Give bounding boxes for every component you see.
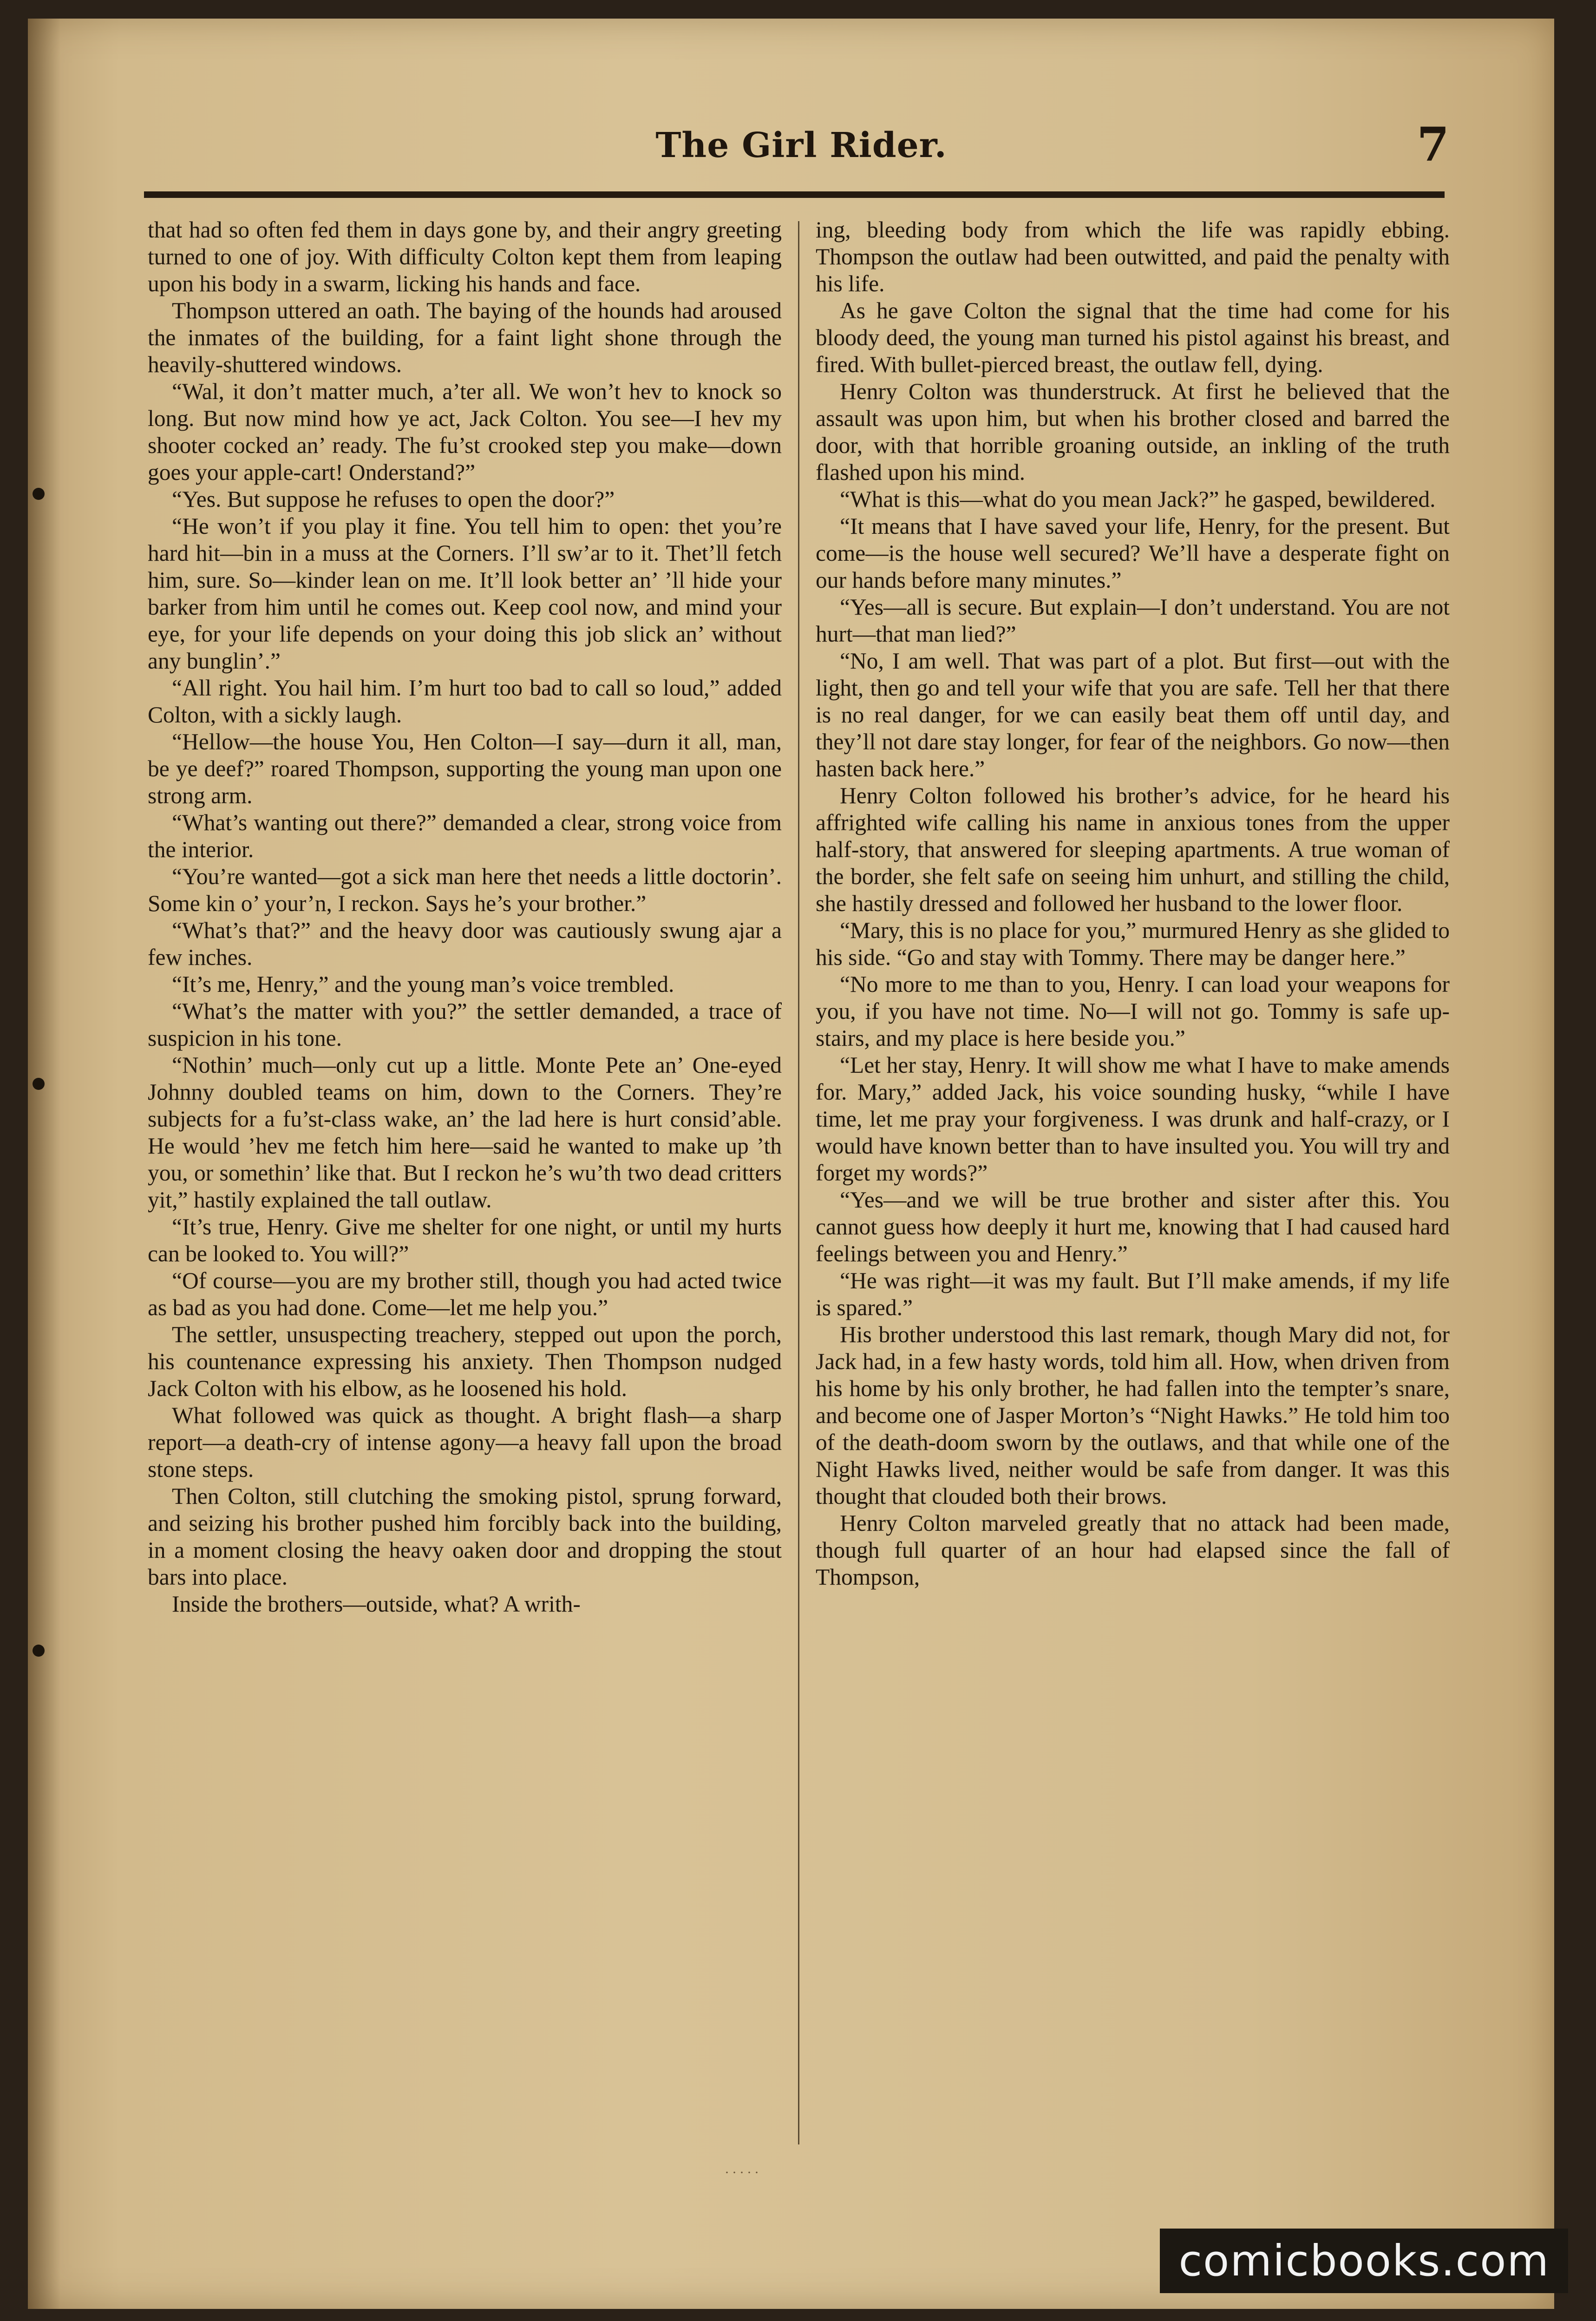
paragraph: “He was right—it was my fault. But I’ll make amends, if my life is spared.” [816, 1268, 1450, 1320]
paragraph: Henry Colton followed his brother’s advice, for he heard his affrighted wife calling his name in anxious tones from the upper half-story, that answered for sleeping apartments. A true woman of the border, she felt safe on seeing him unhurt, and stilling the child, she hastily dressed and followed her husband to the lower floor. [816, 783, 1450, 916]
paragraph: “It means that I have saved your life, Henry, for the present. But come—is the house well secured? We’ll have a desperate fight on our hands before many minutes.” [816, 513, 1450, 593]
paragraph: “Wal, it don’t matter much, a’ter all. We won’t hev to knock so long. But now mind how ye act, Jack Colton. You see—I hev my shooter cocked an’ ready. The fu’st crooked step you make—down goes your apple-cart! Onderstand?” [148, 379, 782, 485]
paragraph: “What’s that?” and the heavy door was cautiously swung ajar a few inches. [148, 918, 782, 970]
paragraph: Thompson uttered an oath. The baying of the hounds had aroused the inmates of the building, for a faint light shone through the heavily-shuttered windows. [148, 298, 782, 377]
page-number: 7 [1417, 117, 1449, 172]
paragraph: “No, I am well. That was part of a plot. But first—out with the light, then go and tell your wife that you are safe. Tell her that there is no real danger, for we can easily beat them off until day, and they’ll not dare stay longer, for fear of the neighbors. Go now—then hasten back here.” [816, 648, 1450, 781]
paragraph: “Mary, this is no place for you,” murmured Henry as she glided to his side. “Go and stay with Tommy. There may be danger here.” [816, 918, 1450, 970]
paragraph: As he gave Colton the signal that the time had come for his bloody deed, the young man turned his pistol against his breast, and fired. With bullet-pierced breast, the outlaw fell, dying. [816, 298, 1450, 377]
paragraph: Inside the brothers—outside, what? A writh- [172, 1591, 581, 1617]
left-column [148, 216, 782, 2149]
paragraph: ing, bleeding body from which the life was rapidly ebbing. Thompson the outlaw had been outwitted, and paid the penalty with his life. [816, 217, 1450, 296]
header-rule [144, 191, 1445, 198]
paragraph: What followed was quick as thought. A bright flash—a sharp report—a death-cry of intense agony—a heavy fall upon the broad stone steps. [148, 1403, 782, 1482]
paragraph: “Of course—you are my brother still, though you had acted twice as bad as you had done. Come—let me help you.” [148, 1268, 782, 1320]
column-divider [798, 221, 799, 2144]
staple-hole [33, 488, 45, 500]
paragraph: “No more to me than to you, Henry. I can load your weapons for you, if you have not time. No—I will not go. Tommy is safe up-stairs, and my place is here beside you.” [816, 971, 1450, 1051]
paragraph: His brother understood this last remark, though Mary did not, for Jack had, in a few hasty words, told him all. How, when driven from his home by his only brother, he had fallen into the tempter’s snare, and become one of Jasper Morton’s “Night Hawks.” He told him too of the death-doom sworn by the outlaws, and that while one of the Night Hawks lived, neither would be safe from danger. It was this thought that clouded both their brows. [816, 1322, 1450, 1509]
paragraph: “It’s true, Henry. Give me shelter for one night, or until my hurts can be looked to. You will?” [148, 1214, 782, 1266]
paragraph: “What is this—what do you mean Jack?” he gasped, bewildered. [840, 486, 1436, 512]
right-column [816, 216, 1450, 2149]
paragraph: “It’s me, Henry,” and the young man’s voice trembled. [172, 971, 674, 997]
paragraph: “Let her stay, Henry. It will show me what I have to make amends for. Mary,” added Jack, his voice sounding husky, “while I have time, let me pray your forgiveness. I was drunk and half-crazy, or I would have known better than to have insulted you. You will try and forget my words?” [816, 1052, 1450, 1186]
paragraph: Henry Colton marveled greatly that no attack had been made, though full quarter of an hour had elapsed since the fall of Thompson, [816, 1510, 1450, 1590]
spine-shadow [28, 19, 60, 2309]
paragraph: “He won’t if you play it fine. You tell him to open: thet you’re hard hit—bin in a muss at the Corners. I’ll sw’ar to it. Thet’ll fetch him, sure. So—kinder lean on me. It’ll look better an’ ’ll hide your barker from him until he comes out. Keep cool now, and mind your eye, for your life depends on your doing this job slick an’ without any bunglin’.” [148, 513, 782, 674]
paragraph: that had so often fed them in days gone by, and their angry greeting turned to one of joy. With difficulty Colton kept them from leaping upon his body in a swarm, licking his hands and face. [148, 217, 782, 296]
paragraph: “Yes. But suppose he refuses to open the door?” [172, 486, 615, 512]
staple-hole [33, 1078, 45, 1090]
page-header [144, 117, 1459, 177]
paragraph: Then Colton, still clutching the smoking pistol, sprung forward, and seizing his brother pushed him forcibly back into the building, in a moment closing the heavy oaken door and dropping the stout bars into place. [148, 1483, 782, 1590]
staple-hole [33, 1645, 45, 1657]
paragraph: “All right. You hail him. I’m hurt too bad to call so loud,” added Colton, with a sickly laugh. [148, 675, 782, 728]
footer-smudge: ····· [725, 2165, 762, 2180]
paragraph: “What’s the matter with you?” the settler demanded, a trace of suspicion in his tone. [148, 998, 782, 1051]
paragraph: “What’s wanting out there?” demanded a clear, strong voice from the interior. [148, 810, 782, 862]
paragraph: “You’re wanted—got a sick man here thet needs a little doctorin’. Some kin o’ your’n, I reckon. Says he’s your brother.” [148, 864, 782, 916]
text-columns [148, 216, 1450, 2149]
paragraph: “Hellow—the house You, Hen Colton—I say—durn it all, man, be ye deef?” roared Thompson, supporting the young man upon one strong arm. [148, 729, 782, 808]
paragraph: The settler, unsuspecting treachery, stepped out upon the porch, his countenance expressing his anxiety. Then Thompson nudged Jack Colton with his elbow, as he loosened his hold. [148, 1322, 782, 1401]
watermark: comicbooks.com [1160, 2229, 1568, 2293]
paragraph: Henry Colton was thunderstruck. At first he believed that the assault was upon him, but when his brother closed and barred the door, with that horrible groaning outside, an inkling of the truth flashed upon his mind. [816, 379, 1450, 485]
running-title: The Girl Rider. [655, 125, 947, 165]
paragraph: “Nothin’ much—only cut up a little. Monte Pete an’ One-eyed Johnny doubled teams on him, down to the Corners. They’re subjects for a fu’st-class wake, an’ the lad here is hurt consid’able. He would ’hev me fetch him here—said he wanted to make up ’th you, or somethin’ like that. But I reckon he’s wu’th two dead critters yit,” hastily explained the tall outlaw. [148, 1052, 782, 1213]
paragraph: “Yes—all is secure. But explain—I don’t understand. You are not hurt—that man lied?” [816, 594, 1450, 647]
paragraph: “Yes—and we will be true brother and sister after this. You cannot guess how deeply it hurt me, knowing that I had caused hard feelings between you and Henry.” [816, 1187, 1450, 1266]
